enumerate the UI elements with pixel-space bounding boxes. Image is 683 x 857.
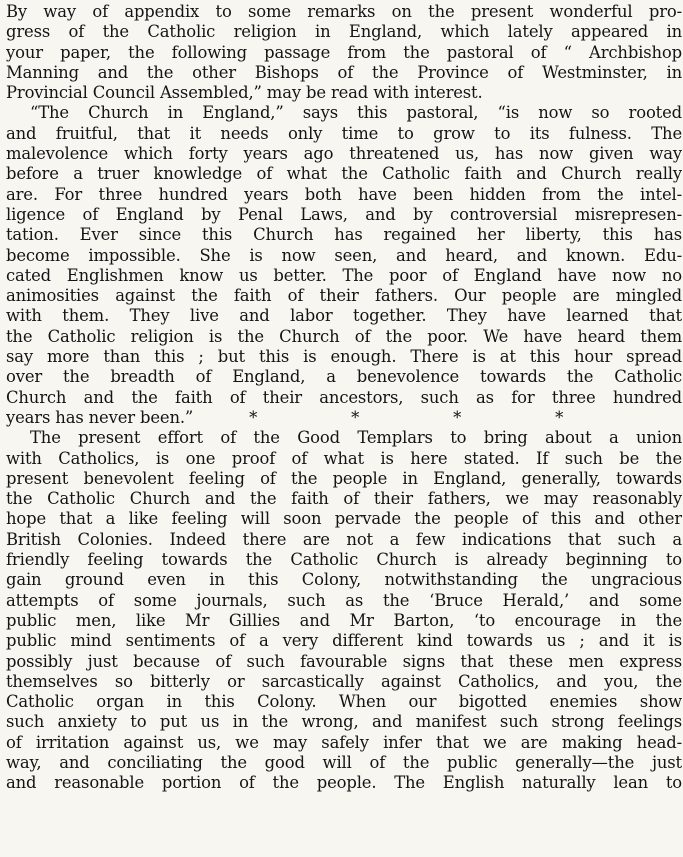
article-line-text: years has never been.” [6,407,194,427]
article-line: say more than this ; but this is enough. There is at this hour spread [6,347,682,367]
asterisk: * [351,407,360,427]
article-line: Catholic organ in this Colony. When our bigotted enemies show [6,692,682,712]
article-line: before a truer knowledge of what the Catholic faith and Church really [6,164,682,184]
article-line: cated Englishmen know us better. The poor of England have now no [6,265,682,285]
article-line-with-asterisks [6,408,682,428]
article-line: with them. They live and labor together. They have learned that [6,306,682,326]
article-paragraphs-bottom [6,428,682,793]
article-line: themselves so bitterly or sarcastically against Catholics, and you, the [6,671,682,691]
article-line: and reasonable portion of the people. The English naturally lean to [6,773,682,793]
article-line: possibly just because of such favourable signs that these men express [6,651,682,671]
article-line: ligence of England by Penal Laws, and by controversial misrepresen- [6,204,682,224]
article-line: Manning and the other Bishops of the Province of Westminster, in [6,62,682,82]
article-line: public mind sentiments of a very different kind towards us ; and it is [6,631,682,651]
article-line: tation. Ever since this Church has regained her liberty, this has [6,225,682,245]
article-line: become impossible. She is now seen, and heard, and known. Edu- [6,245,682,265]
article-line: gress of the Catholic religion in England, which lately appeared in [6,22,682,42]
article-line: Church and the faith of their ancestors, such as for three hundred [6,387,682,407]
asterisk-separator [249,408,657,428]
article-line: present benevolent feeling of the people in England, generally, towards [6,468,682,488]
article-line: the Catholic religion is the Church of the poor. We have heard them [6,326,682,346]
article-line: way, and conciliating the good will of the public generally—the just [6,752,682,772]
article-line: animosities against the faith of their fathers. Our people are mingled [6,286,682,306]
article-line: over the breadth of England, a benevolence towards the Catholic [6,367,682,387]
article-line: By way of appendix to some remarks on the present wonderful pro- [6,2,682,21]
asterisk: * [555,407,564,427]
asterisk: * [249,407,258,427]
article-line: the Catholic Church and the faith of their fathers, we may reasonably [6,489,682,509]
article-line: The present effort of the Good Templars to bring about a union [30,428,682,448]
article-paragraphs-top [6,2,682,408]
article-line: hope that a like feeling will soon pervade the people of this and other [6,509,682,529]
article-line: “The Church in England,” says this pastoral, “is now so rooted [30,103,682,123]
article-line: gain ground even in this Colony, notwithstanding the ungracious [6,570,682,590]
article-line: malevolence which forty years ago threatened us, has now given way [6,144,682,164]
article-column [6,2,682,794]
article-line: attempts of some journals, such as the ‘Bruce Herald,’ and some [6,590,682,610]
article-line: Provincial Council Assembled,” may be read with interest. [6,83,483,103]
article-line: your paper, the following passage from the pastoral of “ Archbishop [6,42,682,62]
article-line: friendly feeling towards the Catholic Church is already beginning to [6,550,682,570]
article-line: of irritation against us, we may safely infer that we are making head- [6,732,682,752]
article-line: and fruitful, that it needs only time to grow to its fulness. The [6,123,682,143]
asterisk: * [453,407,462,427]
article-line: British Colonies. Indeed there are not a few indications that such a [6,529,682,549]
article-line: are. For three hundred years both have been hidden from the intel- [6,184,682,204]
article-line: public men, like Mr Gillies and Mr Barton, ‘to encourage in the [6,610,682,630]
article-line: with Catholics, is one proof of what is here stated. If such be the [6,448,682,468]
article-line: such anxiety to put us in the wrong, and manifest such strong feelings [6,712,682,732]
